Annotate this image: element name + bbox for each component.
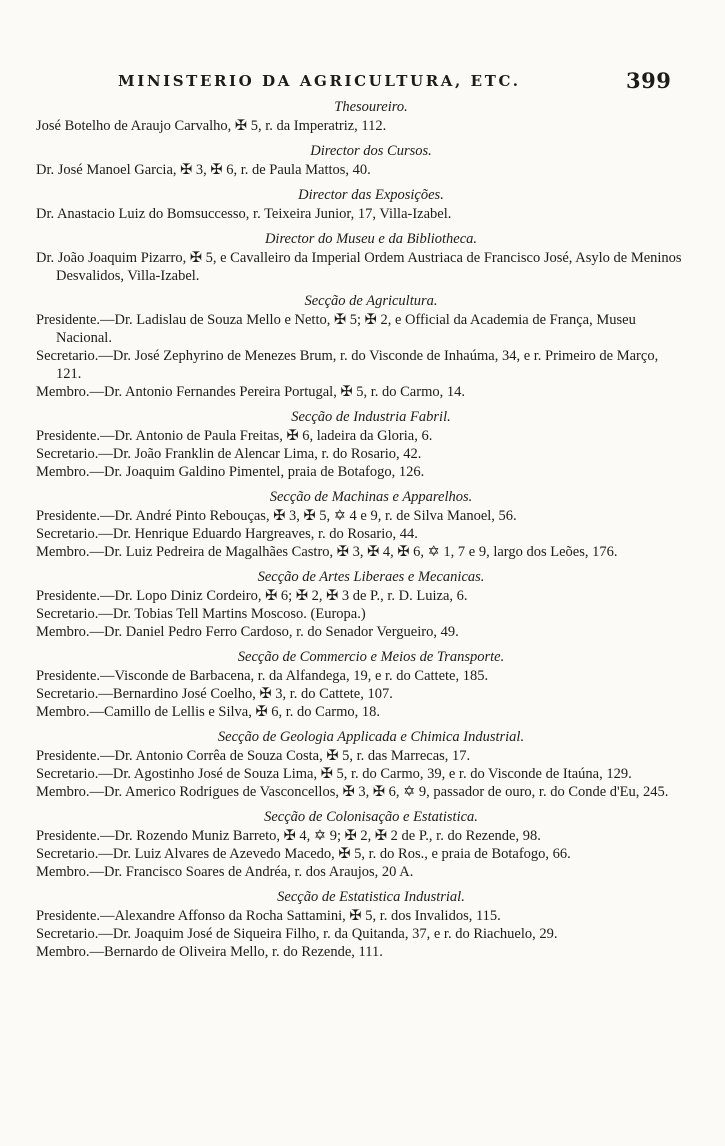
section [36, 487, 686, 561]
header-title: MINISTERIO DA AGRICULTURA, ETC. [118, 72, 521, 90]
directory-entry: Presidente.—Dr. Antonio Corrêa de Souza Costa, ✠ 5, r. das Marrecas, 17. [36, 748, 471, 764]
section-title: Secção de Colonisação e Estatistica. [264, 809, 478, 825]
directory-entry: Secretario.—Dr. Agostinho José de Souza Lima, ✠ 5, r. do Carmo, 39, e r. do Visconde de Itaúna, 129. [36, 766, 632, 782]
directory-entry: Membro.—Dr. Francisco Soares de Andréa, r. dos Araujos, 20 A. [36, 864, 414, 880]
section-title: Secção de Artes Liberaes e Mecanicas. [257, 569, 485, 585]
directory-entry: Membro.—Dr. Luiz Pedreira de Magalhães Castro, ✠ 3, ✠ 4, ✠ 6, ✡ 1, 7 e 9, largo dos Leões, 176. [36, 544, 618, 560]
directory-entry: Secretario.—Dr. Tobias Tell Martins Moscoso. (Europa.) [36, 606, 366, 622]
running-header [0, 64, 725, 94]
section-title: Secção de Machinas e Apparelhos. [269, 489, 473, 505]
directory-entry: Secretario.—Dr. João Franklin de Alencar Lima, r. do Rosario, 42. [36, 446, 422, 462]
directory-entry: Membro.—Bernardo de Oliveira Mello, r. do Rezende, 111. [36, 944, 383, 960]
section-title: Director do Museu e da Bibliotheca. [264, 231, 478, 247]
section-title: Director das Exposições. [298, 187, 444, 203]
directory-entry: Membro.—Dr. Daniel Pedro Ferro Cardoso, r. do Senador Vergueiro, 49. [36, 624, 459, 640]
directory-entry: Presidente.—Visconde de Barbacena, r. da Alfandega, 19, e r. do Cattete, 185. [36, 668, 489, 684]
directory-entry: Dr. Anastacio Luiz do Bomsuccesso, r. Teixeira Junior, 17, Villa-Izabel. [36, 206, 452, 222]
section-title: Thesoureiro. [334, 99, 408, 115]
directory-entry: Presidente.—Dr. Lopo Diniz Cordeiro, ✠ 6; ✠ 2, ✠ 3 de P., r. D. Luiza, 6. [36, 588, 468, 604]
section-title: Secção de Industria Fabril. [291, 409, 451, 425]
directory-entry: Membro.—Camillo de Lellis e Silva, ✠ 6, r. do Carmo, 18. [36, 704, 380, 720]
section [36, 807, 686, 881]
directory-entry: Dr. João Joaquim Pizarro, ✠ 5, e Cavalleiro da Imperial Ordem Austriaca de Francisco José, Asylo de Meninos Desvalidos, Villa-Izabel. [36, 250, 682, 284]
section [36, 97, 686, 135]
directory-entry: Presidente.—Dr. Antonio de Paula Freitas, ✠ 6, ladeira da Gloria, 6. [36, 428, 433, 444]
directory-entry: Membro.—Dr. Americo Rodrigues de Vasconcellos, ✠ 3, ✠ 6, ✡ 9, passador de ouro, r. do Conde d'Eu, 245. [36, 784, 669, 800]
directory-entry: José Botelho de Araujo Carvalho, ✠ 5, r. da Imperatriz, 112. [36, 118, 387, 134]
directory-entry: Secretario.—Dr. José Zephyrino de Menezes Brum, r. do Visconde de Inhaúma, 34, e r. Primeiro de Março, 121. [36, 348, 659, 382]
section-title: Secção de Commercio e Meios de Transporte. [237, 649, 505, 665]
directory-entry: Secretario.—Dr. Henrique Eduardo Hargreaves, r. do Rosario, 44. [36, 526, 418, 542]
section-title: Secção de Geologia Applicada e Chimica Industrial. [217, 729, 525, 745]
directory-entry: Presidente.—Dr. Ladislau de Souza Mello e Netto, ✠ 5; ✠ 2, e Official da Academia de França, Museu Nacional. [36, 312, 636, 346]
directory-entry: Dr. José Manoel Garcia, ✠ 3, ✠ 6, r. de Paula Mattos, 40. [36, 162, 371, 178]
section [36, 229, 686, 285]
section [36, 567, 686, 641]
section-title: Director dos Cursos. [310, 143, 432, 159]
directory-entry: Secretario.—Dr. Joaquim José de Siqueira Filho, r. da Quitanda, 37, e r. do Riachuelo, 29. [36, 926, 558, 942]
section [36, 141, 686, 179]
directory-content [36, 97, 686, 961]
page-number: 399 [626, 68, 672, 93]
directory-entry: Secretario.—Bernardino José Coelho, ✠ 3, r. do Cattete, 107. [36, 686, 393, 702]
section [36, 647, 686, 721]
section [36, 727, 686, 801]
section-title: Secção de Agricultura. [304, 293, 438, 309]
section-title: Secção de Estatistica Industrial. [277, 889, 465, 905]
directory-entry: Presidente.—Dr. Rozendo Muniz Barreto, ✠ 4, ✡ 9; ✠ 2, ✠ 2 de P., r. do Rezende, 98. [36, 828, 541, 844]
directory-entry: Secretario.—Dr. Luiz Alvares de Azevedo Macedo, ✠ 5, r. do Ros., e praia de Botafogo, 66. [36, 846, 571, 862]
directory-entry: Membro.—Dr. Antonio Fernandes Pereira Portugal, ✠ 5, r. do Carmo, 14. [36, 384, 465, 400]
section [36, 407, 686, 481]
directory-entry: Presidente.—Alexandre Affonso da Rocha Sattamini, ✠ 5, r. dos Invalidos, 115. [36, 908, 501, 924]
directory-entry: Membro.—Dr. Joaquim Galdino Pimentel, praia de Botafogo, 126. [36, 464, 425, 480]
section [36, 185, 686, 223]
section [36, 887, 686, 961]
directory-entry: Presidente.—Dr. André Pinto Rebouças, ✠ 3, ✠ 5, ✡ 4 e 9, r. de Silva Manoel, 56. [36, 508, 517, 524]
section [36, 291, 686, 401]
